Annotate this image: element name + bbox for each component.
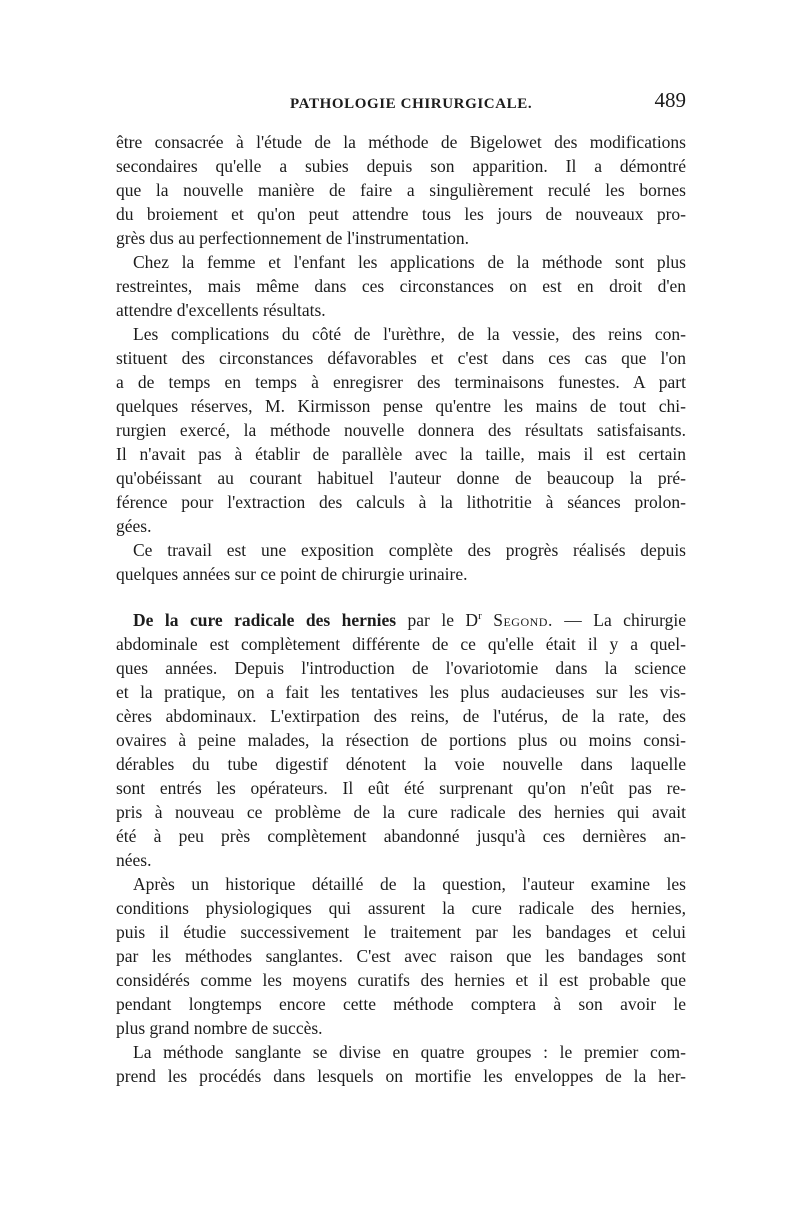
- text-line: ovaires à peine malades, la résection de portions plus ou moins consi-: [116, 730, 686, 750]
- heading-by: par le D: [407, 610, 479, 630]
- text-line: ques années. Depuis l'introduction de l'ovariotomie dans la science: [116, 658, 686, 678]
- section-heading: De la cure radicale des hernies: [133, 610, 397, 630]
- text-line: prend les procédés dans lesquels on mortifie les enveloppes de la her-: [116, 1066, 686, 1086]
- text-line: Ce travail est une exposition complète des progrès réalisés depuis: [133, 540, 686, 560]
- paragraph-complications: [116, 322, 686, 538]
- text-line: par les méthodes sanglantes. C'est avec raison que les bandages sont: [116, 946, 686, 966]
- heading-sup: r: [478, 610, 482, 623]
- text-line: Après un historique détaillé de la question, l'auteur examine les: [133, 874, 686, 894]
- text-line: que la nouvelle manière de faire a singulièrement reculé les bornes: [116, 180, 686, 200]
- text-line: restreintes, mais même dans ces circonstances on est en droit d'en: [116, 276, 686, 296]
- text-line: La méthode sanglante se divise en quatre groupes : le premier com-: [133, 1042, 686, 1062]
- text-line: sont entrés les opérateurs. Il eût été surprenant qu'on n'eût pas re-: [116, 778, 686, 798]
- heading-rest: — La chirurgie: [564, 610, 686, 630]
- text-line: attendre d'excellents résultats.: [116, 300, 326, 320]
- text-line: et la pratique, on a fait les tentatives les plus audacieuses sur les vis-: [116, 682, 686, 702]
- paragraph-methode-sanglante: [116, 1040, 686, 1088]
- text-line: rurgien exercé, la méthode nouvelle donnera des résultats satisfaisants.: [116, 420, 686, 440]
- text-line: été à peu près complètement abandonné jusqu'à ces dernières an-: [116, 826, 686, 846]
- text-line: Chez la femme et l'enfant les applications de la méthode sont plus: [133, 252, 686, 272]
- paragraph-historique: [116, 872, 686, 1040]
- text-line: Les complications du côté de l'urèthre, de la vessie, des reins con-: [133, 324, 686, 344]
- text-line: considérés comme les moyens curatifs des hernies et il est probable que: [116, 970, 686, 990]
- text-line: puis il étudie successivement le traitement par les bandages et celui: [116, 922, 686, 942]
- text-line: abdominale est complètement différente de ce qu'elle était il y a quel-: [116, 634, 686, 654]
- paragraph-bigelow: [116, 130, 686, 250]
- text-line: grès dus au perfectionnement de l'instrumentation.: [116, 228, 470, 248]
- text-line: stituent des circonstances défavorables et c'est dans ces cas que l'on: [116, 348, 686, 368]
- text-line: a de temps en temps à enregisrer des terminaisons funestes. A part: [116, 372, 686, 392]
- text-line: du broiement et qu'on peut attendre tous les jours de nouveaux pro-: [116, 204, 686, 224]
- text-line: secondaires qu'elle a subies depuis son apparition. Il a démontré: [116, 156, 686, 176]
- section-heading-line: [116, 608, 686, 632]
- text-line: gées.: [116, 516, 152, 536]
- text-line: pris à nouveau ce problème de la cure radicale des hernies qui avait: [116, 802, 686, 822]
- paragraph-cure-radicale: [116, 608, 686, 872]
- text-line: cères abdominaux. L'extirpation des reins, de l'utérus, de la rate, des: [116, 706, 686, 726]
- text-line: Il n'avait pas à établir de parallèle avec la taille, mais il est certain: [116, 444, 686, 464]
- text-line: quelques années sur ce point de chirurgie urinaire.: [116, 564, 468, 584]
- page-body: [116, 130, 686, 1088]
- page-number: 489: [654, 88, 686, 112]
- paragraph-femme-enfant: [116, 250, 686, 322]
- page-header: [290, 88, 686, 124]
- paragraph-travail: [116, 538, 686, 586]
- text-line: qu'obéissant au courant habituel l'auteur donne de beaucoup la pré-: [116, 468, 686, 488]
- text-line: dérables du tube digestif dénotent la voie nouvelle dans laquelle: [116, 754, 686, 774]
- text-line: être consacrée à l'étude de la méthode de Bigelowet des modifications: [116, 132, 686, 152]
- text-line: quelques réserves, M. Kirmisson pense qu'entre les mains de tout chi-: [116, 396, 686, 416]
- text-line: conditions physiologiques qui assurent la cure radicale des hernies,: [116, 898, 686, 918]
- section-gap: [116, 586, 686, 608]
- text-line: pendant longtemps encore cette méthode comptera à son avoir le: [116, 994, 686, 1014]
- running-head: PATHOLOGIE CHIRURGICALE.: [290, 96, 533, 112]
- author-name: Segond.: [493, 610, 553, 630]
- text-line: plus grand nombre de succès.: [116, 1018, 323, 1038]
- text-line: nées.: [116, 850, 152, 870]
- text-line: férence pour l'extraction des calculs à la lithotritie à séances prolon-: [116, 492, 686, 512]
